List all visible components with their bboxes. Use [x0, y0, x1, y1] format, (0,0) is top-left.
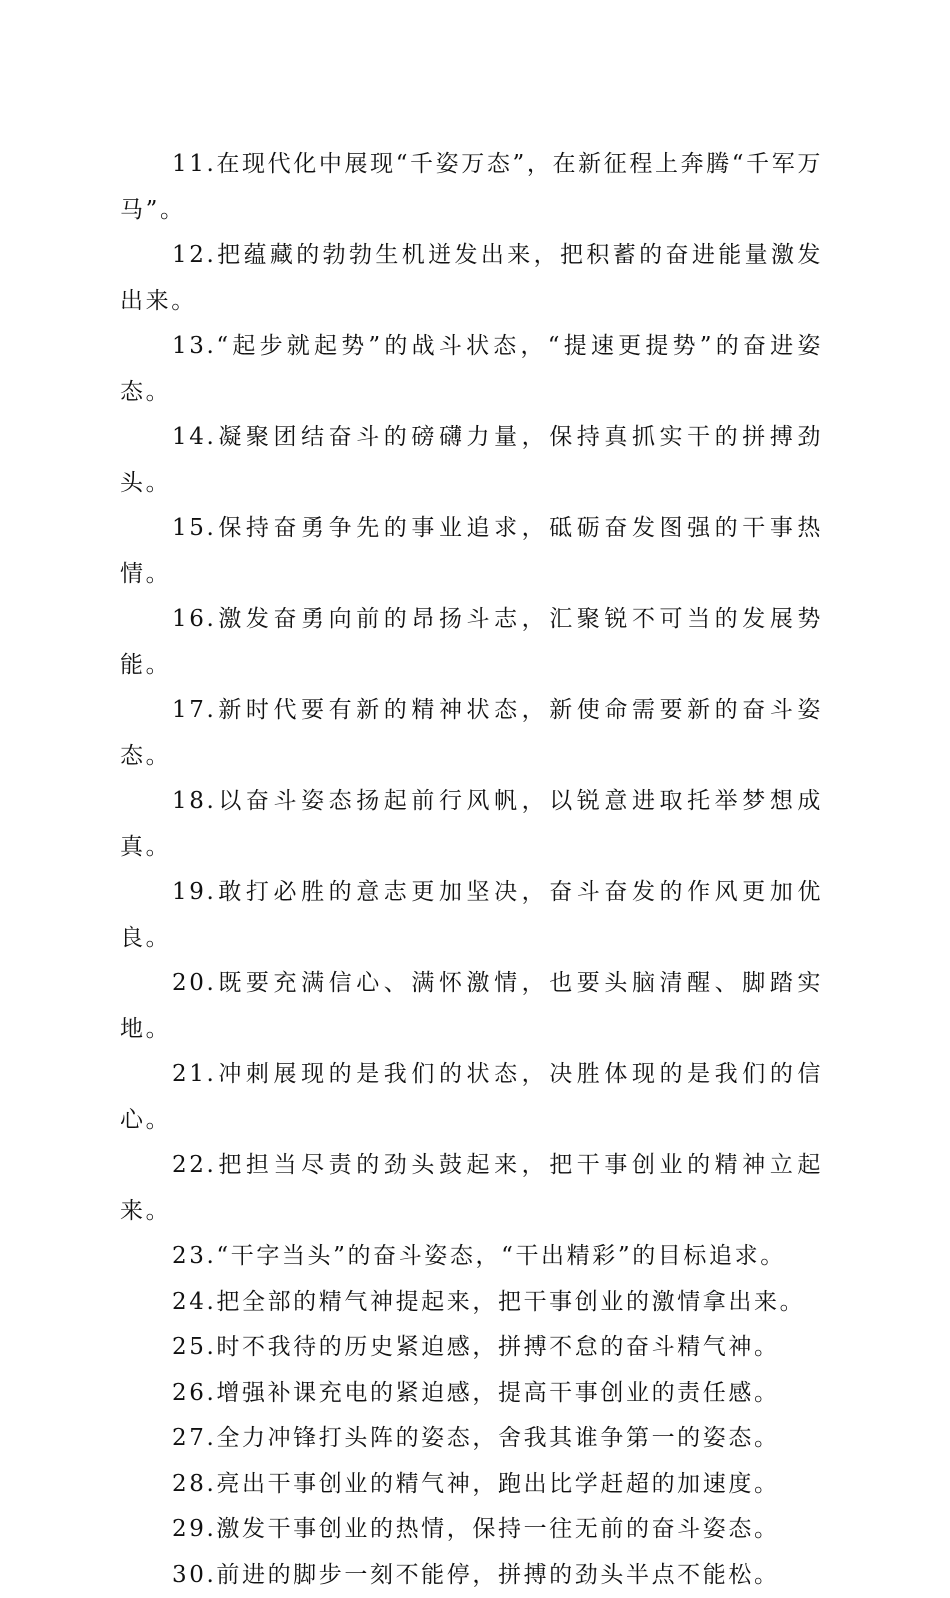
list-item: 25.时不我待的历史紧迫感，拼搏不怠的奋斗精气神。 — [120, 1325, 823, 1371]
list-item: 24.把全部的精气神提起来，把干事创业的激情拿出来。 — [120, 1280, 823, 1326]
list-item: 22.把担当尽责的劲头鼓起来，把干事创业的精神立起来。 — [120, 1143, 823, 1234]
list-item: 19.敢打必胜的意志更加坚决，奋斗奋发的作风更加优良。 — [120, 870, 823, 961]
list-item: 17.新时代要有新的精神状态，新使命需要新的奋斗姿态。 — [120, 688, 823, 779]
list-item: 15.保持奋勇争先的事业追求，砥砺奋发图强的干事热情。 — [120, 506, 823, 597]
list-item: 27.全力冲锋打头阵的姿态，舍我其谁争第一的姿态。 — [120, 1416, 823, 1462]
list-item: 20.既要充满信心、满怀激情，也要头脑清醒、脚踏实地。 — [120, 961, 823, 1052]
list-item: 26.增强补课充电的紧迫感，提高干事创业的责任感。 — [120, 1371, 823, 1417]
list-item: 14.凝聚团结奋斗的磅礴力量，保持真抓实干的拼搏劲头。 — [120, 415, 823, 506]
list-item: 18.以奋斗姿态扬起前行风帆，以锐意进取托举梦想成真。 — [120, 779, 823, 870]
list-item: 30.前进的脚步一刻不能停，拼搏的劲头半点不能松。 — [120, 1553, 823, 1598]
list-item: 28.亮出干事创业的精气神，跑出比学赶超的加速度。 — [120, 1462, 823, 1508]
list-item: 29.激发干事创业的热情，保持一往无前的奋斗姿态。 — [120, 1507, 823, 1553]
list-item: 21.冲刺展现的是我们的状态，决胜体现的是我们的信心。 — [120, 1052, 823, 1143]
phrase-list — [120, 142, 823, 1598]
list-item: 12.把蕴藏的勃勃生机迸发出来，把积蓄的奋进能量激发出来。 — [120, 233, 823, 324]
list-item: 11.在现代化中展现“千姿万态”，在新征程上奔腾“千军万马”。 — [120, 142, 823, 233]
list-item: 13.“起步就起势”的战斗状态，“提速更提势”的奋进姿态。 — [120, 324, 823, 415]
list-item: 16.激发奋勇向前的昂扬斗志，汇聚锐不可当的发展势能。 — [120, 597, 823, 688]
list-item: 23.“干字当头”的奋斗姿态，“干出精彩”的目标追求。 — [120, 1234, 823, 1280]
